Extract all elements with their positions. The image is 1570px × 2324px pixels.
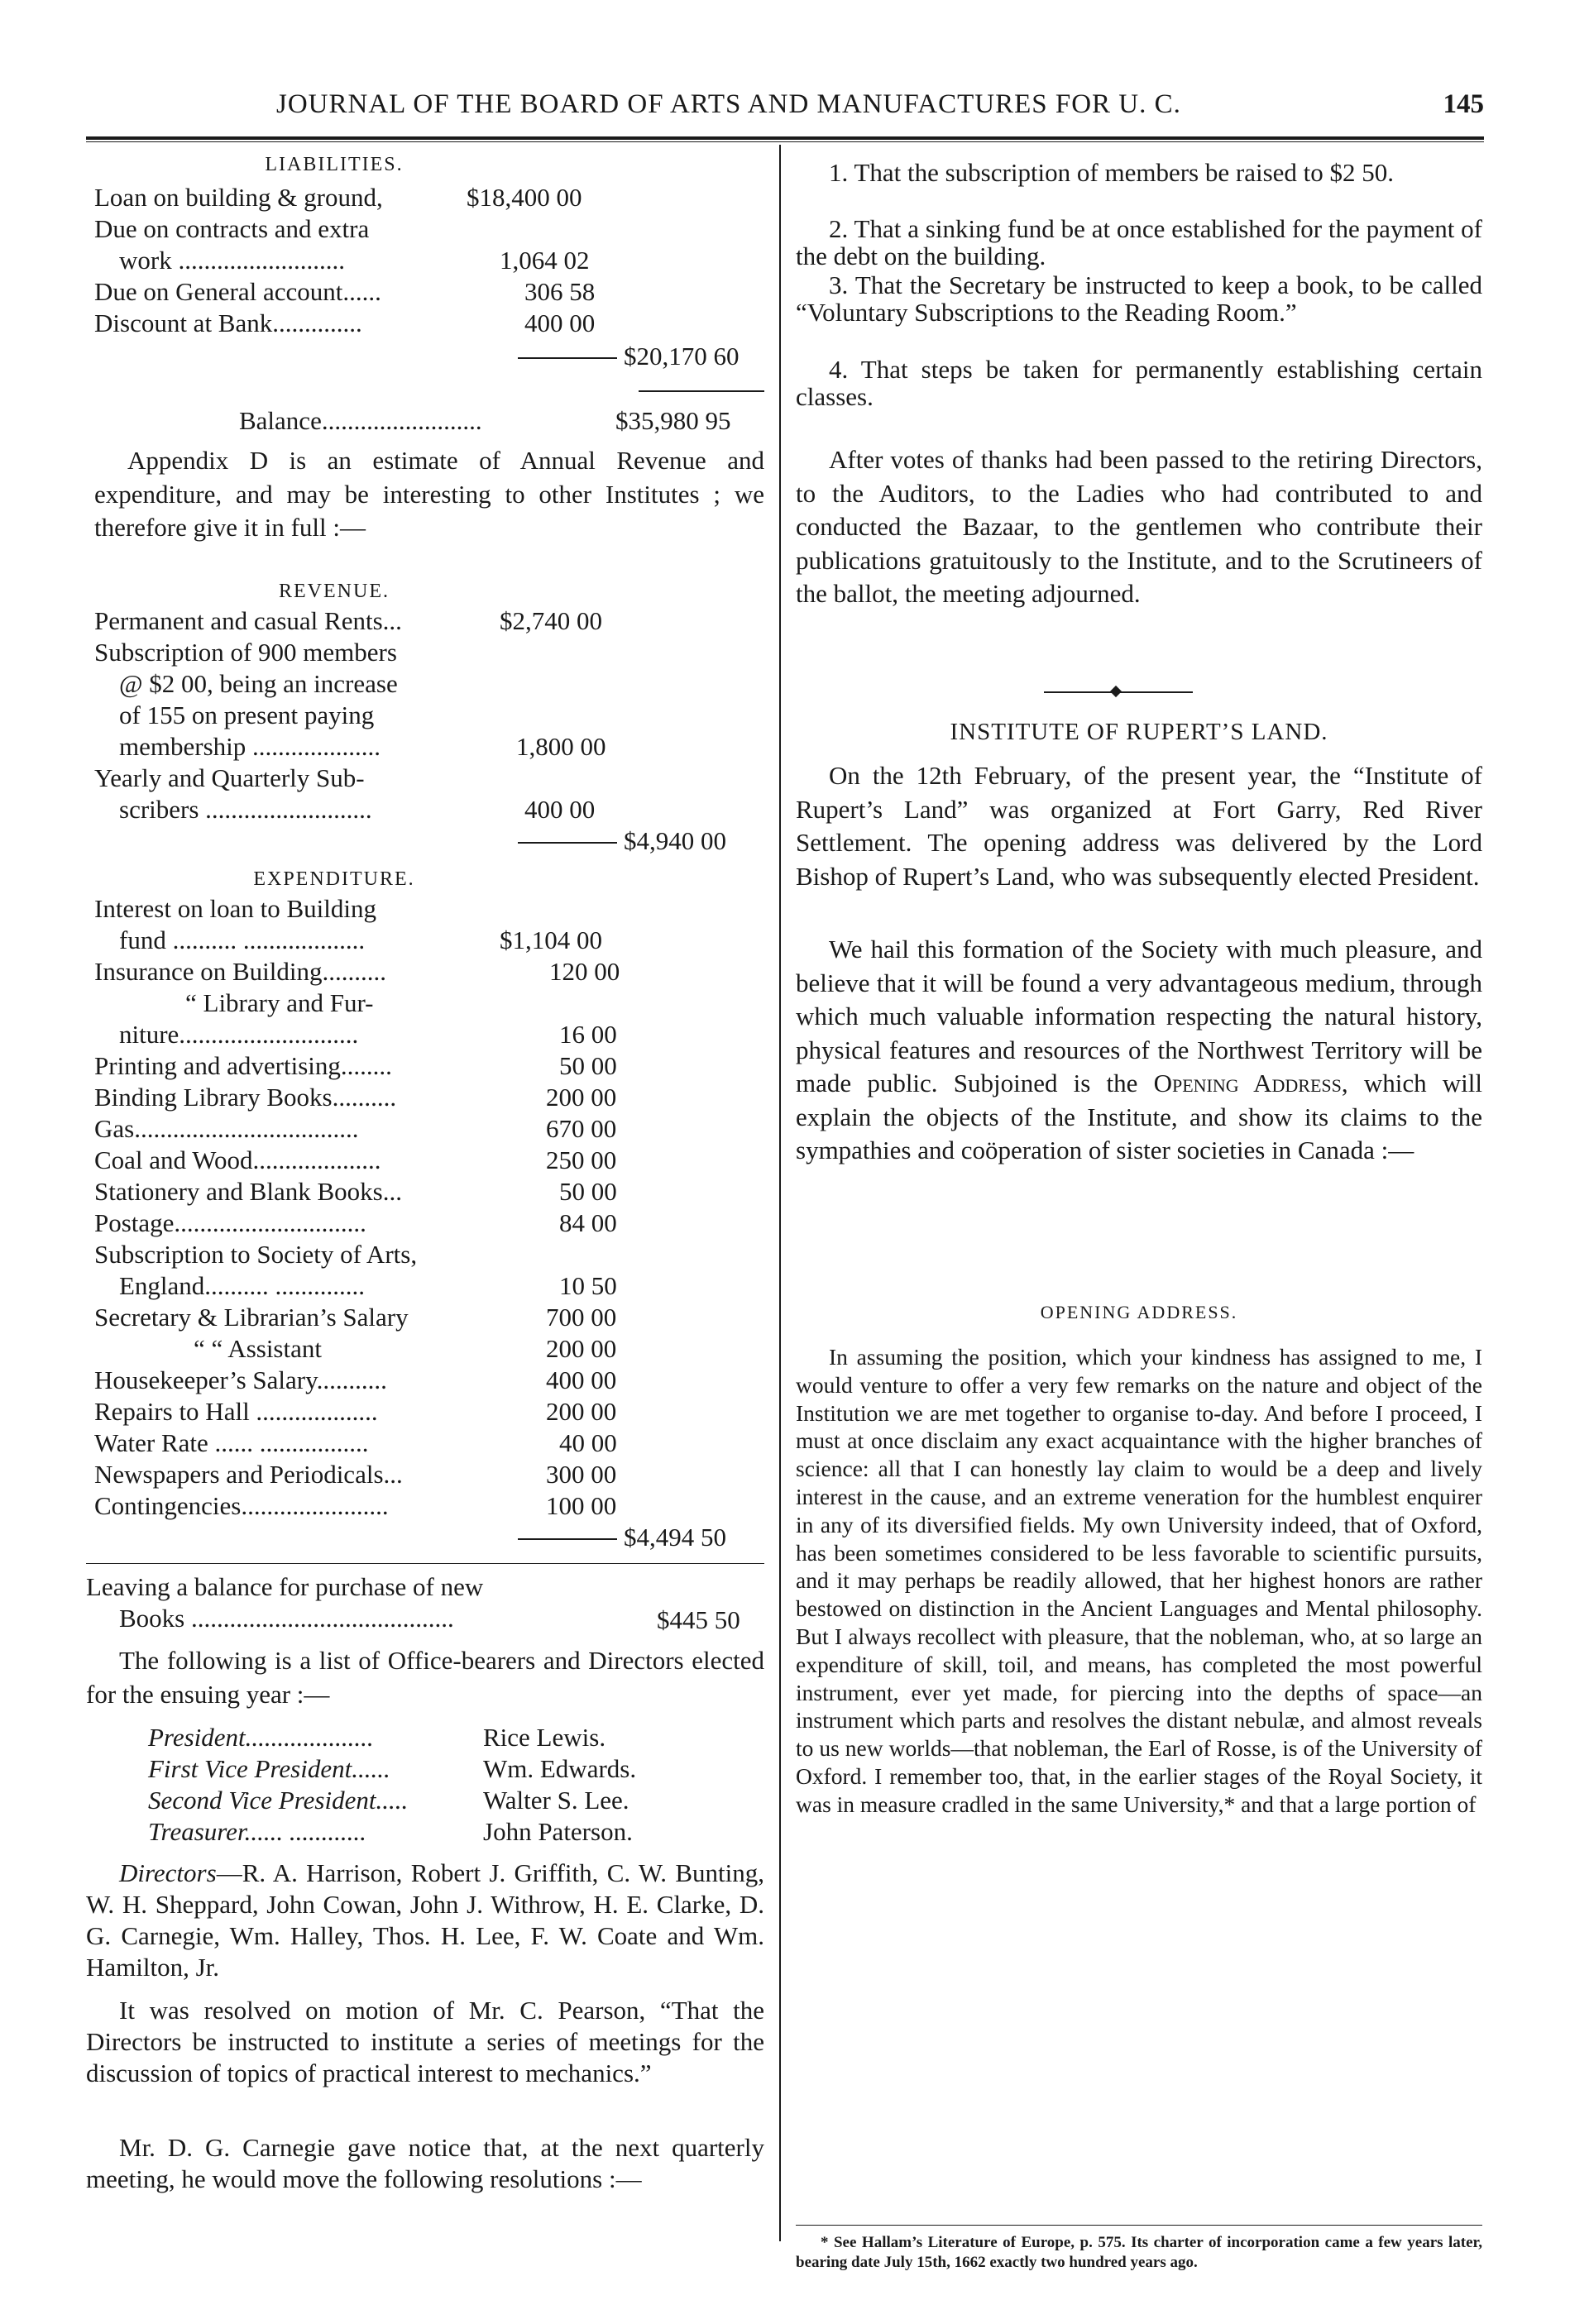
- liabilities-total: $20,170 60: [624, 342, 740, 371]
- resolved-paragraph: It was resolved on motion of Mr. C. Pearson, “That the Directors be instructed to institute a series of meetings for the discussion of topics of practical interest to mechanics.”: [86, 1996, 764, 2087]
- expenditure-amount: $1,104 00: [500, 925, 602, 954]
- resolution-item: 3. That the Secretary be instructed to keep a book, to be called “Voluntary Subscriptions to the Reading Room.”: [796, 270, 1482, 327]
- expenditure-amount: 670 00: [546, 1114, 617, 1143]
- expenditure-label: Repairs to Hall ...................: [94, 1397, 378, 1426]
- carnegie-paragraph: Mr. D. G. Carnegie gave notice that, at the next quarterly meeting, he would move the following resolutions :—: [86, 2133, 764, 2193]
- leaving-line: Books .........................................: [119, 1604, 454, 1633]
- expenditure-label: England.......... ..............: [119, 1271, 366, 1300]
- revenue-total: $4,940 00: [624, 826, 726, 855]
- officers-intro: The following is a list of Office-bearers and Directors elected for the ensuing year :—: [86, 1646, 764, 1709]
- balance-amount: $35,980 95: [615, 406, 731, 435]
- revenue-label: @ $2 00, being an increase: [119, 669, 398, 698]
- directors-paragraph: [86, 1858, 764, 1983]
- total-rule: [518, 1538, 617, 1540]
- resolution-item: 2. That a sinking fund be at once established for the payment of the debt on the building.: [796, 214, 1482, 270]
- expenditure-label: Binding Library Books..........: [94, 1083, 397, 1112]
- expenditure-amount: 100 00: [546, 1491, 617, 1520]
- expenditure-label: Water Rate ...... .................: [94, 1428, 369, 1457]
- officer-role: President....................: [148, 1723, 374, 1752]
- expenditure-amount: 400 00: [546, 1365, 617, 1394]
- officer-name: John Paterson.: [483, 1817, 633, 1846]
- expenditure-label: Interest on loan to Building: [94, 894, 376, 923]
- expenditure-label: Subscription to Society of Arts,: [94, 1240, 418, 1269]
- revenue-heading: REVENUE.: [279, 581, 390, 602]
- leaving-line: Leaving a balance for purchase of new: [86, 1572, 484, 1601]
- rupert-text: We hail this formation of the Society with much pleasure, and believe that it will be found a very advantageous medium, through which much valuable information respecting the natural history, physical features and resources of the Northwest Territory will be made public. Subjoined is the: [796, 935, 1482, 1097]
- address-heading: OPENING ADDRESS.: [1040, 1302, 1238, 1322]
- expenditure-amount: 40 00: [559, 1428, 617, 1457]
- officer-name: Walter S. Lee.: [483, 1786, 629, 1815]
- opening-address-text: In assuming the position, which your kindness has assigned to me, I would venture to offer a very few remarks on the nature and object of the Institution we are met together to organise to-day. And before I proceed, I must at once disclaim any exact acquaintance with the higher branches of science: all that I can honestly lay claim to would be a deep and lively interest in the cause, and an extreme veneration for the humblest enquirer in any of its diversified fields. My own University indeed, that of Oxford, has been sometimes considered to be less favorable to scientific pursuits, and it may perhaps be readily allowed, that her highest honors are rather bestowed on distinction in the Ancient Languages and Mental philosophy. But I always recollect with pleasure, that the nobleman, who, at so large an expenditure of skill, toil, and means, has completed the most powerful instrument, ever yet made, for piercing into the depths of space—an instrument which parts and resolves the distant nebulæ, and almost reveals to us new worlds—that nobleman, the Earl of Rosse, is of the University of Oxford. I remember too, that, in the earlier stages of the Royal Society, it was in measure cradled in the same University,* and that a large portion of: [796, 1344, 1482, 1817]
- expenditure-label: “ Library and Fur-: [185, 988, 374, 1017]
- directors-names: —R. A. Harrison, Robert J. Griffith, C. W. Bunting, W. H. Sheppard, John Cowan, John J. Withrow, H. E. Clarke, D. G. Carnegie, Wm. Halley, Thos. H. Lee, F. W. Coate and Wm. Hamilton, Jr.: [86, 1858, 764, 1982]
- opening-address-ref: Opening Address: [1153, 1069, 1342, 1097]
- expenditure-label: fund .......... ...................: [119, 925, 366, 954]
- header-rule-thin: [86, 141, 1484, 142]
- liability-amount: 306 58: [524, 277, 596, 306]
- column-divider: [779, 145, 781, 2241]
- expenditure-amount: 700 00: [546, 1303, 617, 1332]
- thanks-paragraph: After votes of thanks had been passed to the retiring Directors, to the Auditors, to the Ladies who had contributed to and conducted the Bazaar, to the gentlemen who contribute their publications gratuitously to the Institute, and to the Scrutineers of the ballot, the meeting adjourned.: [796, 445, 1482, 608]
- section-rule: [86, 1563, 764, 1564]
- revenue-label: of 155 on present paying: [119, 701, 375, 729]
- liability-label: work ..........................: [119, 246, 345, 275]
- expenditure-amount: 50 00: [559, 1177, 617, 1206]
- running-header: [86, 89, 1484, 131]
- expenditure-label: Postage..............................: [94, 1208, 366, 1237]
- appendix-paragraph: Appendix D is an estimate of Annual Revenue and expenditure, and may be interesting to other Institutes ; we therefore give it in full :—: [94, 446, 764, 542]
- liability-amount: $18,400 00: [467, 183, 582, 212]
- expenditure-total: $4,494 50: [624, 1523, 726, 1552]
- expenditure-label: Coal and Wood....................: [94, 1145, 381, 1174]
- expenditure-heading: EXPENDITURE.: [253, 868, 415, 890]
- expenditure-amount: 200 00: [546, 1334, 617, 1363]
- section-divider-ornament: [1044, 691, 1193, 693]
- expenditure-label: Stationery and Blank Books...: [94, 1177, 402, 1206]
- expenditure-amount: 200 00: [546, 1397, 617, 1426]
- total-rule: [518, 842, 617, 844]
- expenditure-label: Newspapers and Periodicals...: [94, 1460, 403, 1489]
- expenditure-amount: 10 50: [559, 1271, 617, 1300]
- liability-label: Discount at Bank..............: [94, 308, 362, 337]
- total-rule: [518, 357, 617, 359]
- expenditure-label: niture............................: [119, 1020, 359, 1049]
- revenue-label: Permanent and casual Rents...: [94, 606, 402, 635]
- expenditure-label: Contingencies.......................: [94, 1491, 389, 1520]
- officer-name: Wm. Edwards.: [483, 1754, 637, 1783]
- rupert-paragraph-2: [796, 933, 1482, 1168]
- revenue-label: Subscription of 900 members: [94, 638, 397, 667]
- expenditure-amount: 120 00: [549, 957, 620, 986]
- resolution-item: 1. That the subscription of members be raised to $2 50.: [829, 158, 1395, 187]
- revenue-amount: $2,740 00: [500, 606, 602, 635]
- liability-amount: 400 00: [524, 308, 596, 337]
- footnote-rule: [796, 2225, 1482, 2226]
- officer-role: First Vice President......: [148, 1754, 390, 1783]
- rupert-text: , which will explain the objects of the Institute, and show its claims to the sympathies and coöperation of sister societies in Canada :—: [796, 1069, 1482, 1164]
- revenue-label: Yearly and Quarterly Sub-: [94, 763, 365, 792]
- expenditure-amount: 200 00: [546, 1083, 617, 1112]
- expenditure-label: Gas...................................: [94, 1114, 359, 1143]
- leaving-amount: $445 50: [657, 1605, 740, 1634]
- expenditure-label: Printing and advertising........: [94, 1051, 392, 1080]
- expenditure-amount: 16 00: [559, 1020, 617, 1049]
- balance-rule: [639, 390, 764, 392]
- expenditure-amount: 50 00: [559, 1051, 617, 1080]
- liabilities-heading: LIABILITIES.: [265, 154, 404, 175]
- expenditure-label: Secretary & Librarian’s Salary: [94, 1303, 409, 1332]
- journal-title: JOURNAL OF THE BOARD OF ARTS AND MANUFACTURES FOR U. C.: [276, 89, 1181, 119]
- liability-label: Due on General account......: [94, 277, 381, 306]
- liability-label: Due on contracts and extra: [94, 214, 370, 243]
- revenue-amount: 1,800 00: [516, 732, 606, 761]
- section-title: INSTITUTE OF RUPERT’S LAND.: [950, 719, 1328, 745]
- directors-label: Directors: [119, 1858, 217, 1887]
- expenditure-label: Insurance on Building..........: [94, 957, 387, 986]
- liability-label: Loan on building & ground,: [94, 183, 383, 212]
- header-rule-thick: [86, 136, 1484, 140]
- balance-label: Balance.........................: [239, 406, 482, 435]
- footnote: * See Hallam’s Literature of Europe, p. 575. Its charter of incorporation came a few years later, bearing date July 15th, 1662 exactly two hundred years ago.: [796, 2234, 1482, 2271]
- expenditure-label: Housekeeper’s Salary...........: [94, 1365, 387, 1394]
- page-number: 145: [1443, 89, 1484, 119]
- expenditure-amount: 84 00: [559, 1208, 617, 1237]
- officer-name: Rice Lewis.: [483, 1723, 606, 1752]
- expenditure-amount: 250 00: [546, 1145, 617, 1174]
- rupert-paragraph-1: On the 12th February, of the present year, the “Institute of Rupert’s Land” was organized at Fort Garry, Red River Settlement. The opening address was delivered by the Lord Bishop of Rupert’s Land, who was subsequently elected President.: [796, 761, 1482, 891]
- resolution-item: 4. That steps be taken for permanently establishing certain classes.: [796, 355, 1482, 411]
- revenue-label: scribers ..........................: [119, 795, 372, 824]
- officer-role: Second Vice President.....: [148, 1786, 409, 1815]
- officer-role: Treasurer...... ............: [148, 1817, 366, 1846]
- expenditure-label: “ “ Assistant: [194, 1334, 322, 1363]
- expenditure-amount: 300 00: [546, 1460, 617, 1489]
- revenue-label: membership ....................: [119, 732, 381, 761]
- revenue-amount: 400 00: [524, 795, 596, 824]
- liability-amount: 1,064 02: [500, 246, 590, 275]
